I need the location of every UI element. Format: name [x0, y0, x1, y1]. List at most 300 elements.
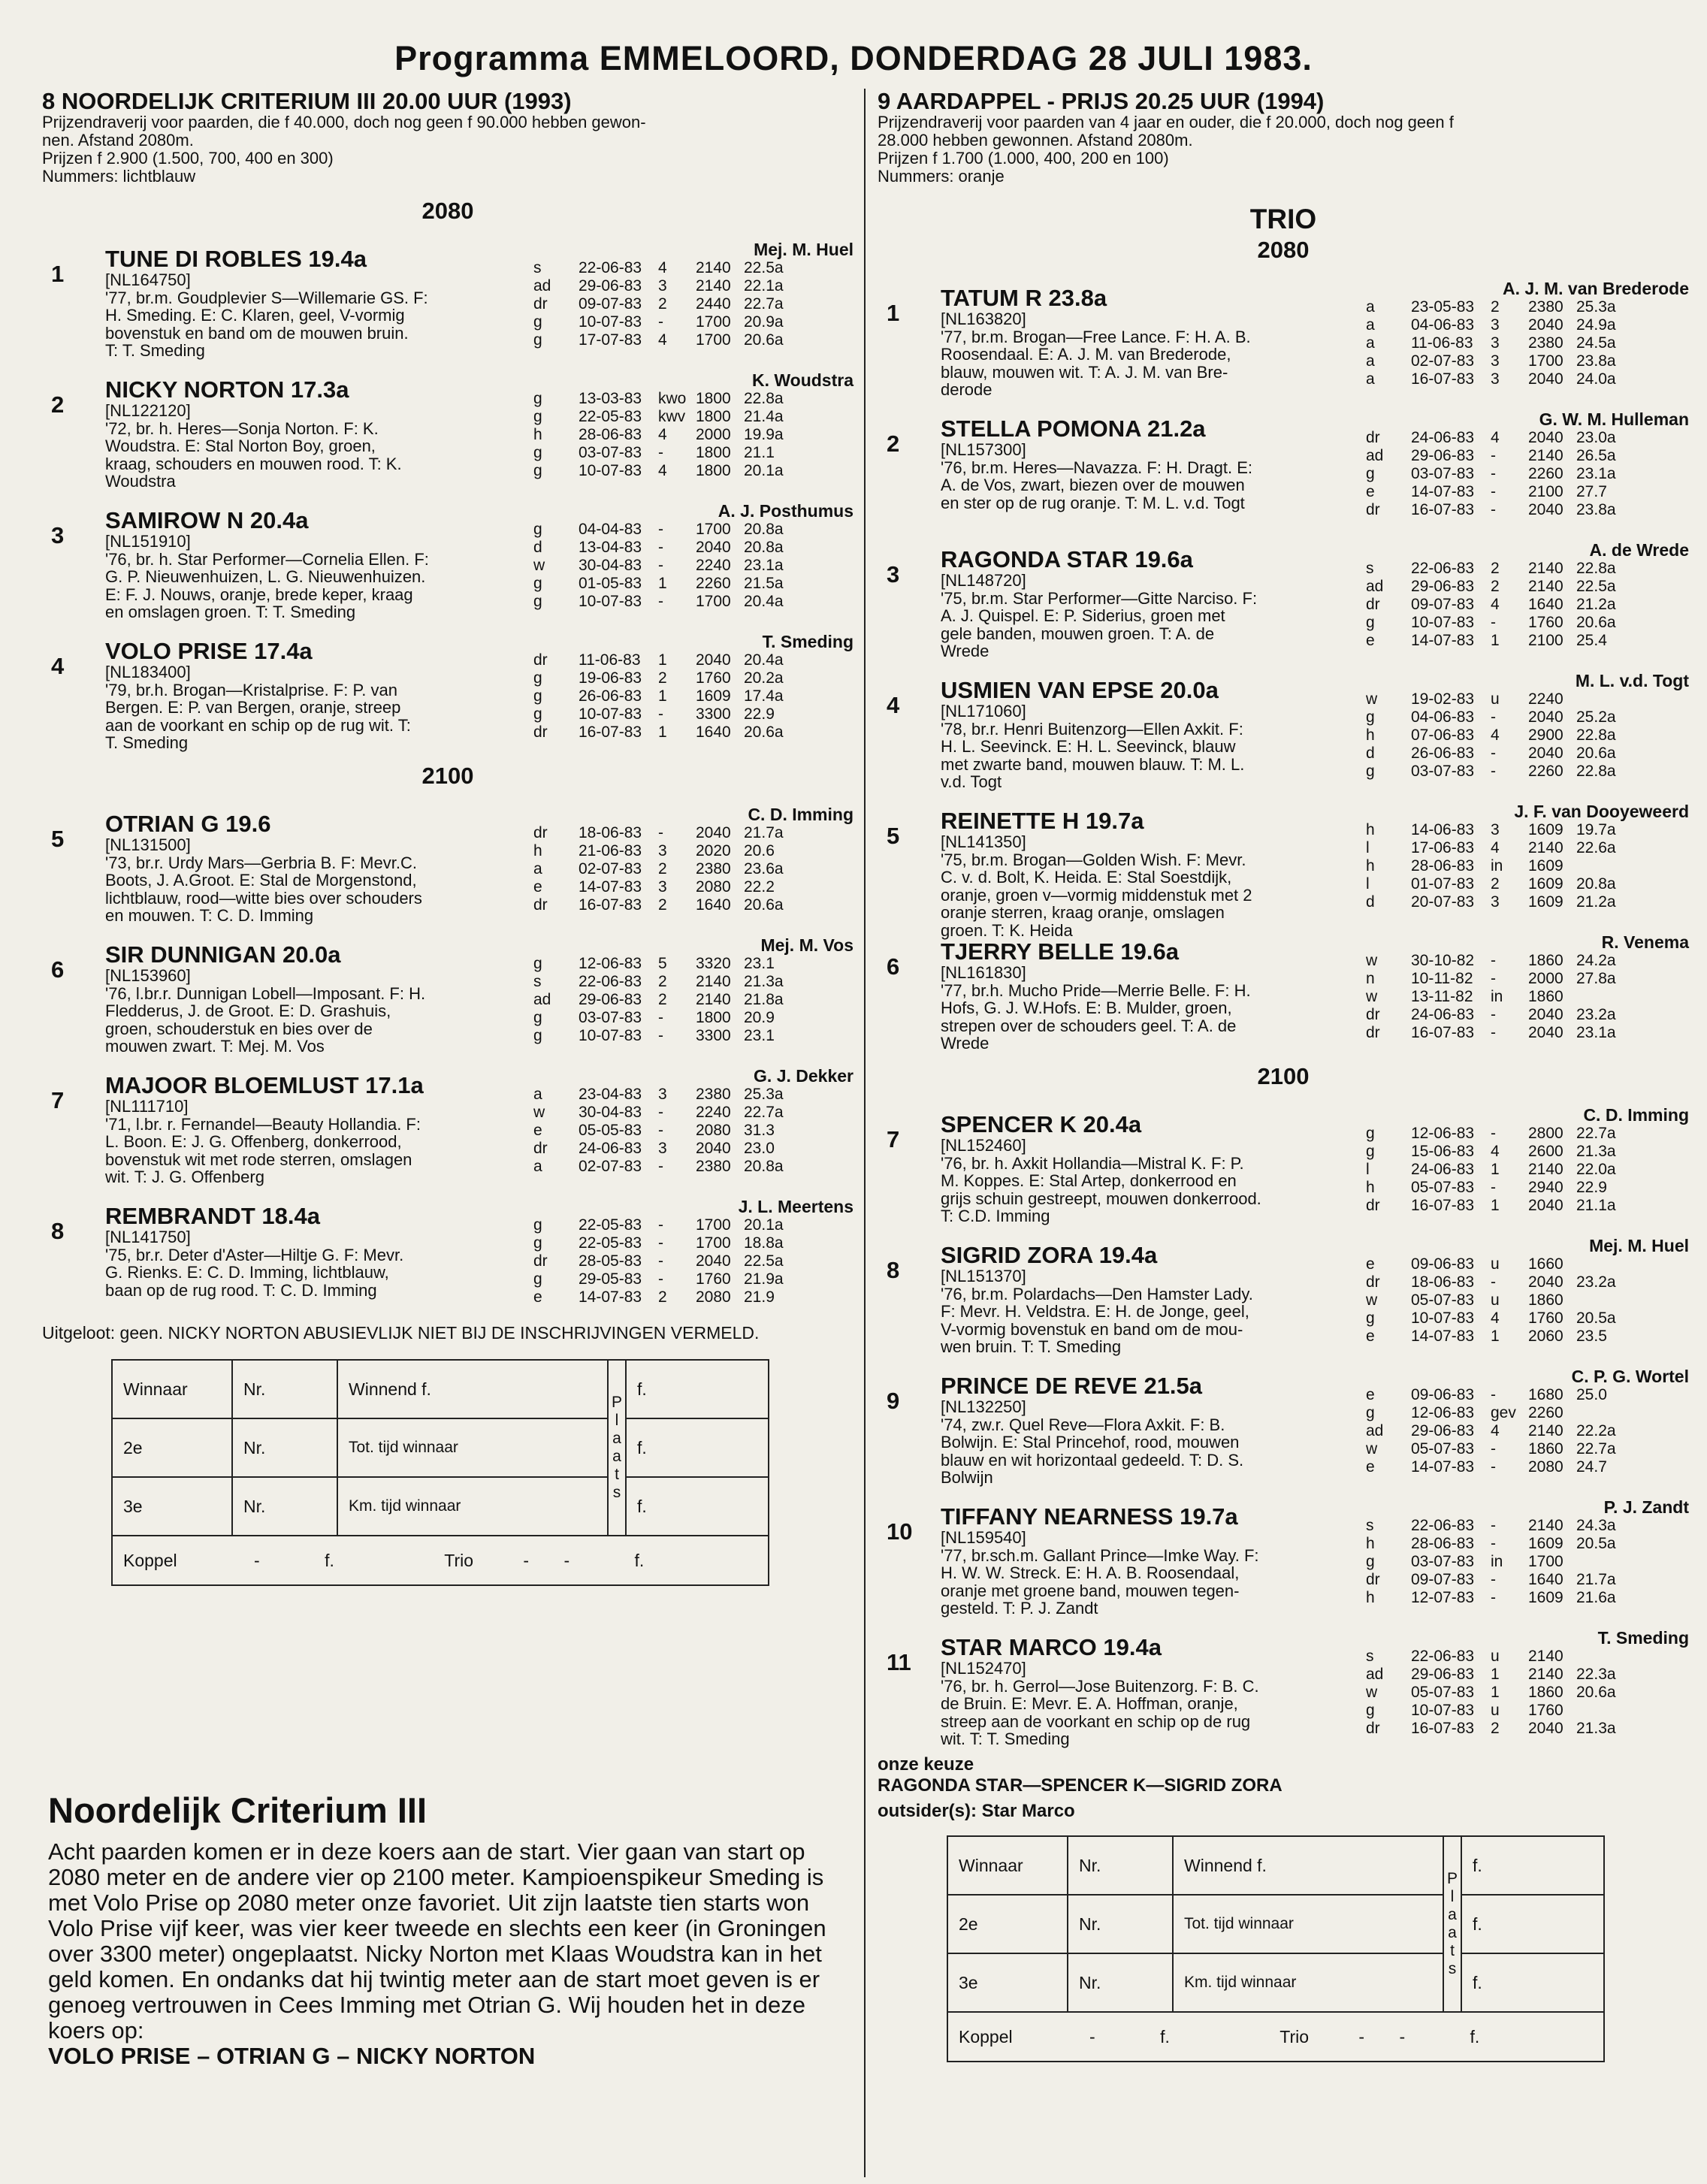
starts-table [1366, 821, 1636, 911]
start-cell: 21.2a [1576, 596, 1616, 613]
start-row [1366, 1458, 1636, 1476]
horse-desc-line: [NL159540] [941, 1528, 1026, 1547]
start-cell: dr [533, 295, 548, 313]
start-cell: 2600 [1528, 1143, 1563, 1160]
horse-name: TIFFANY NEARNESS 19.7a [941, 1503, 1238, 1530]
start-cell: - [1491, 447, 1496, 464]
starts-table [533, 824, 804, 914]
start-cell: 1 [1491, 1328, 1500, 1345]
start-cell: 22.8a [1576, 726, 1616, 744]
horse-description [105, 663, 556, 752]
horse-desc-line: baan op de rug rood. T: C. D. Imming [105, 1280, 377, 1300]
horse-description [105, 967, 556, 1056]
start-cell: dr [533, 723, 548, 741]
start-cell: 16-07-83 [1411, 1720, 1475, 1737]
horse-desc-line: [NL157300] [941, 440, 1026, 459]
start-cell: 2020 [696, 842, 731, 859]
horse-name: MAJOOR BLOEMLUST 17.1a [105, 1072, 424, 1098]
start-cell: 10-07-83 [579, 593, 642, 610]
start-cell: 2380 [1528, 334, 1563, 352]
starts-table [1366, 690, 1636, 781]
start-cell: e [533, 1122, 542, 1139]
start-cell [1576, 1702, 1636, 1720]
start-cell: 1 [658, 687, 667, 705]
start-row [533, 1140, 804, 1158]
start-cell: 1700 [696, 1234, 731, 1252]
start-cell: 24-06-83 [1411, 1006, 1475, 1023]
start-cell: 1609 [1528, 875, 1563, 893]
horse-number: 7 [51, 1087, 65, 1113]
horse-entry [42, 793, 854, 923]
horse-desc-line: [NL163820] [941, 310, 1026, 328]
start-cell: in [1491, 857, 1503, 875]
start-row [1366, 429, 1636, 447]
start-cell: 3 [1491, 316, 1500, 334]
start-cell: u [1491, 690, 1500, 708]
start-cell: a [1366, 316, 1375, 334]
trio-label: Trio [444, 1550, 474, 1570]
start-cell: 23.0 [744, 1140, 775, 1157]
results-box [947, 1835, 1689, 2062]
tot-tijd-label: Tot. tijd winnaar [1173, 1895, 1443, 1953]
horse-entry [42, 358, 854, 489]
start-cell: 11-06-83 [1411, 334, 1473, 352]
start-cell: 4 [658, 259, 667, 276]
start-cell: 04-06-83 [1411, 316, 1475, 334]
horse-name: SAMIROW N 20.4a [105, 507, 309, 533]
start-cell: 14-06-83 [1411, 821, 1475, 838]
start-cell: gev [1491, 1404, 1516, 1421]
horse-trainer: K. Woudstra [751, 370, 854, 390]
start-cell: 17.4a [744, 687, 784, 705]
start-cell: 2100 [1528, 632, 1563, 649]
horse-name: SIGRID ZORA 19.4a [941, 1242, 1158, 1268]
start-cell: 09-06-83 [1411, 1255, 1475, 1273]
race-description [42, 113, 854, 186]
start-row [1366, 1684, 1636, 1702]
starts-table [1366, 1125, 1636, 1215]
start-cell: 28-05-83 [579, 1252, 642, 1270]
start-cell: 05-05-83 [579, 1122, 642, 1139]
start-cell: 17-07-83 [579, 331, 642, 349]
start-cell: 2060 [1528, 1328, 1563, 1345]
horse-entry [42, 1185, 854, 1316]
start-cell [1576, 1553, 1636, 1571]
horse-desc-line: [NL122120] [105, 401, 191, 420]
start-row [533, 824, 804, 842]
start-cell: u [1491, 1255, 1500, 1273]
start-cell: l [1366, 839, 1370, 856]
start-cell: 01-07-83 [1411, 875, 1475, 893]
horse-entry [42, 228, 854, 358]
start-row [533, 313, 804, 331]
starts-table [1366, 560, 1636, 650]
start-cell: - [1491, 1125, 1496, 1142]
horse-desc-line: kraag, schouders en mouwen rood. T: K. [105, 454, 402, 473]
start-cell: e [533, 878, 542, 896]
start-cell: 03-07-83 [1411, 1553, 1475, 1570]
start-cell: 1860 [1528, 1684, 1563, 1701]
results-table [947, 1835, 1605, 2062]
horse-entry [878, 397, 1689, 528]
start-cell: d [1366, 893, 1375, 911]
start-cell: 3 [658, 1086, 667, 1103]
horse-desc-line: '77, br.h. Mucho Pride—Merrie Belle. F: H. [941, 980, 1251, 1000]
results-box [111, 1359, 854, 1586]
koppel-label: Koppel [959, 2026, 1013, 2047]
start-cell: g [533, 331, 542, 349]
start-cell: 14-07-83 [1411, 1328, 1475, 1345]
start-cell: 24.0a [1576, 370, 1616, 388]
start-cell: u [1491, 1648, 1500, 1665]
start-cell: 05-07-83 [1411, 1440, 1475, 1458]
start-cell: ad [533, 277, 551, 295]
start-cell: 2080 [696, 1288, 731, 1306]
horse-description [105, 1098, 556, 1186]
start-cell: 12-06-83 [1411, 1404, 1475, 1421]
start-row [1366, 1589, 1636, 1607]
start-cell: 21.4a [744, 408, 784, 425]
start-cell: 14-07-83 [1411, 483, 1475, 500]
start-cell: e [533, 1288, 542, 1306]
start-row [533, 687, 804, 705]
start-cell: 20.6a [1576, 745, 1616, 762]
horse-description [105, 533, 556, 621]
start-cell: g [1366, 1702, 1375, 1719]
horse-desc-line: [NL164750] [105, 270, 191, 289]
horse-trainer: R. Venema [1601, 932, 1689, 952]
start-cell: 22-06-83 [579, 259, 642, 276]
start-row [1366, 1517, 1636, 1535]
dash: - [254, 1550, 260, 1570]
horse-desc-line: de Bruin. E: Mevr. E. A. Hoffman, oranje, [941, 1694, 1238, 1713]
starts-table [533, 390, 804, 480]
start-cell: 2140 [696, 973, 731, 990]
start-cell: 22.9 [744, 705, 775, 723]
start-cell: 2140 [1528, 1161, 1563, 1178]
start-cell: 2000 [696, 426, 731, 443]
horse-desc-line: Woudstra. E: Stal Norton Boy, groen, [105, 436, 376, 455]
horse-desc-line: Bolwijn. E: Stal Princehof, rood, mouwen [941, 1433, 1240, 1451]
start-cell: 23.6a [744, 860, 784, 878]
start-row [1366, 1255, 1636, 1273]
horse-name: TJERRY BELLE 19.6a [941, 938, 1180, 965]
start-row [533, 860, 804, 878]
start-cell: 23-04-83 [579, 1086, 642, 1103]
start-cell: 2080 [696, 1122, 731, 1139]
start-cell: 16-07-83 [1411, 1024, 1475, 1041]
start-cell: g [533, 593, 542, 610]
start-row [1366, 465, 1636, 483]
start-cell: 20.1a [744, 462, 784, 479]
horse-description [105, 836, 556, 925]
start-row [533, 408, 804, 426]
keuze: RAGONDA STAR—SPENCER K—SIGRID ZORA [878, 1775, 1283, 1796]
start-cell: 2 [658, 991, 667, 1008]
horse-desc-line: [NL141350] [941, 832, 1026, 851]
second-label: 2e [112, 1418, 232, 1477]
start-cell: 25.3a [1576, 298, 1616, 316]
start-cell: a [533, 860, 542, 878]
start-cell: h [1366, 726, 1375, 744]
start-cell: g [533, 1270, 542, 1288]
start-cell: 1 [1491, 1684, 1500, 1701]
horse-desc-line: E: F. J. Nouws, oranje, brede keper, kraag [105, 585, 413, 604]
starts-table [533, 1216, 804, 1306]
horse-desc-line: Bolwijn [941, 1468, 993, 1487]
start-cell: 22-05-83 [579, 1234, 642, 1252]
start-cell: 1760 [1528, 614, 1563, 631]
start-cell: - [658, 521, 663, 538]
start-row [1366, 952, 1636, 970]
horse-desc-line: G. Rienks. E: C. D. Imming, lichtblauw, [105, 1263, 389, 1282]
start-cell: 2140 [1528, 1517, 1563, 1534]
start-cell [1576, 988, 1636, 1006]
starts-table [1366, 1386, 1636, 1476]
start-row [1366, 1291, 1636, 1309]
start-cell: 2040 [696, 1252, 731, 1270]
horse-desc-line: [NL152460] [941, 1136, 1026, 1155]
start-cell: 26-06-83 [1411, 745, 1475, 762]
start-cell: 2380 [696, 860, 731, 878]
distance-heading: 2100 [1257, 1063, 1310, 1089]
start-row [1366, 988, 1636, 1006]
horse-name: USMIEN VAN EPSE 20.0a [941, 677, 1219, 703]
start-cell: g [533, 705, 542, 723]
start-cell: 03-07-83 [579, 444, 642, 461]
start-cell: a [1366, 334, 1375, 352]
start-cell: 02-07-83 [1411, 352, 1475, 370]
horse-desc-line: A. de Vos, zwart, biezen over de mouwen [941, 476, 1245, 494]
horse-desc-line: [NL141750] [105, 1228, 191, 1246]
start-cell: - [658, 1234, 663, 1252]
start-cell: dr [533, 1140, 548, 1157]
start-row [1366, 316, 1636, 334]
horse-number: 9 [887, 1388, 900, 1414]
start-cell: 2 [658, 295, 667, 313]
horse-trainer: T. Smeding [1597, 1628, 1689, 1648]
start-cell: 18-06-83 [579, 824, 642, 841]
start-cell: 2 [1491, 875, 1500, 893]
results-table [111, 1359, 769, 1586]
race-desc-line: nen. Afstand 2080m. [42, 131, 194, 150]
start-cell: 25.3a [744, 1086, 784, 1103]
start-cell: 14-07-83 [579, 878, 642, 896]
horse-desc-line: H. Smeding. E: C. Klaren, geel, V-vormig [105, 306, 405, 325]
start-cell: 25.2a [1576, 708, 1616, 726]
start-cell: g [533, 669, 542, 687]
starts-table [1366, 952, 1636, 1042]
start-cell: 1800 [696, 408, 731, 425]
start-cell: 19.9a [744, 426, 784, 443]
start-cell: 2260 [696, 575, 731, 592]
start-cell: 2040 [1528, 1720, 1563, 1737]
start-row [1366, 501, 1636, 519]
start-row [533, 1086, 804, 1104]
start-cell: 10-07-83 [1411, 614, 1475, 631]
nr-label: Nr. [1068, 1953, 1173, 2012]
start-cell: 20.5a [1576, 1535, 1616, 1552]
start-row [533, 277, 804, 295]
third-label: 3e [947, 1953, 1068, 2012]
dash: - [1399, 2026, 1406, 2047]
start-cell: 23.1 [744, 1027, 775, 1044]
start-row [1366, 1309, 1636, 1328]
start-cell: l [1366, 1161, 1370, 1178]
start-cell: g [1366, 1309, 1375, 1327]
start-cell: 21.2a [1576, 893, 1616, 911]
start-row [1366, 1702, 1636, 1720]
starts-table [533, 955, 804, 1045]
horse-trainer: C. P. G. Wortel [1571, 1367, 1689, 1386]
start-cell: e [1366, 1328, 1375, 1345]
start-row [533, 462, 804, 480]
start-cell: - [658, 444, 663, 461]
starts-table [1366, 298, 1636, 388]
tot-tijd-label: Tot. tijd winnaar [337, 1418, 608, 1477]
start-cell: 2000 [1528, 970, 1563, 987]
start-cell: 18.8a [744, 1234, 784, 1252]
start-cell: 2240 [696, 557, 731, 574]
race-desc-line: Prijzendraverij voor paarden, die f 40.000, doch nog geen f 90.000 hebben gewon- [42, 113, 646, 131]
keuze-label: onze keuze [878, 1754, 974, 1775]
horse-desc-line: Hofs, G. J. W.Hofs. E: B. Mulder, groen, [941, 998, 1232, 1017]
start-cell: 2040 [1528, 316, 1563, 334]
start-cell: 13-03-83 [579, 390, 642, 407]
start-cell: dr [1366, 501, 1380, 518]
start-cell: g [533, 687, 542, 705]
start-cell: w [1366, 952, 1378, 969]
start-cell: 2 [658, 973, 667, 990]
horse-description [105, 271, 556, 360]
start-cell: 1 [1491, 632, 1500, 649]
horse-trainer: G. J. Dekker [754, 1066, 854, 1086]
start-row [1366, 1535, 1636, 1553]
start-row [1366, 875, 1636, 893]
horse-desc-line: streep aan de voorkant en schip op de rug [941, 1711, 1251, 1731]
horse-desc-line: '71, l.br. r. Fernandel—Beauty Hollandia. F: [105, 1114, 421, 1134]
start-cell: - [658, 557, 663, 574]
start-cell: 4 [1491, 429, 1500, 446]
start-cell: 1760 [696, 669, 731, 687]
horse-entry [42, 1054, 854, 1185]
horse-desc-line: bovenstuk wit met rode sterren, omslagen [105, 1149, 412, 1169]
start-cell: 02-07-83 [579, 1158, 642, 1175]
start-cell: 19-06-83 [579, 669, 642, 687]
start-cell: 05-07-83 [1411, 1291, 1475, 1309]
start-cell: 4 [1491, 839, 1500, 856]
koppel-trio-row [947, 2012, 1604, 2062]
start-cell: 13-04-83 [579, 539, 642, 556]
start-cell: dr [1366, 1006, 1380, 1023]
start-row [1366, 745, 1636, 763]
start-cell: g [533, 1027, 542, 1044]
start-cell: g [1366, 465, 1375, 482]
start-row [533, 426, 804, 444]
start-cell: 1609 [1528, 1535, 1563, 1552]
start-cell: 2 [1491, 560, 1500, 577]
horse-desc-line: [NL153960] [105, 966, 191, 985]
horse-desc-line: F: Mevr. H. Veldstra. E: H. de Jonge, geel, [941, 1302, 1249, 1321]
start-cell: 4 [1491, 1143, 1500, 1160]
start-cell: 23-05-83 [1411, 298, 1475, 316]
start-cell: 2 [1491, 578, 1500, 595]
start-row [533, 1270, 804, 1288]
start-cell: - [1491, 614, 1496, 631]
start-cell: 2080 [696, 878, 731, 896]
horse-list [878, 1093, 1689, 1747]
start-row [533, 973, 804, 991]
start-row [1366, 632, 1636, 650]
winnend-label: Winnend f. [337, 1360, 608, 1418]
start-cell: 2080 [1528, 1458, 1563, 1476]
start-cell: 1609 [1528, 1589, 1563, 1606]
horse-name: SPENCER K 20.4a [941, 1111, 1142, 1137]
start-cell: n [1366, 970, 1375, 987]
horse-desc-line: '76, l.br.r. Dunnigan Lobell—Imposant. F: H. [105, 983, 426, 1003]
start-row [533, 651, 804, 669]
start-cell: 2940 [1528, 1179, 1563, 1196]
start-cell: 3 [658, 1140, 667, 1157]
start-cell: - [658, 313, 663, 331]
plaats-f: f. [1461, 1953, 1604, 2012]
start-cell: 02-07-83 [579, 860, 642, 878]
start-cell: 2240 [696, 1104, 731, 1121]
start-cell: 2040 [1528, 1273, 1563, 1291]
horse-trainer: C. D. Imming [748, 805, 854, 824]
start-cell: e [1366, 632, 1375, 649]
start-cell: 3 [1491, 893, 1500, 911]
horse-desc-line: oranje, groen v—vormig middenstuk met 2 [941, 885, 1252, 905]
nr-label: Nr. [1068, 1895, 1173, 1953]
start-row [1366, 1720, 1636, 1738]
start-cell: 09-07-83 [579, 295, 642, 313]
horse-entry [878, 1224, 1689, 1355]
start-cell: 21.1 [744, 444, 775, 461]
start-cell: 2 [658, 860, 667, 878]
start-row [533, 842, 804, 860]
start-row [1366, 1179, 1636, 1197]
start-cell: d [1366, 745, 1375, 762]
start-cell: 16-07-83 [1411, 501, 1475, 518]
horse-desc-line: oranje sterren, kraag oranje, omslagen [941, 903, 1225, 922]
start-cell: 22.8a [744, 390, 784, 407]
start-cell: w [1366, 1684, 1378, 1701]
horse-name: PRINCE DE REVE 21.5a [941, 1373, 1203, 1399]
koppel-f: f. [1160, 2026, 1170, 2047]
start-row [1366, 1143, 1636, 1161]
horse-desc-line: oranje met groene band, mouwen tegen- [941, 1581, 1240, 1600]
start-cell: 09-07-83 [1411, 1571, 1475, 1588]
start-cell: s [533, 259, 542, 276]
start-cell: g [1366, 1404, 1375, 1421]
distance-heading: 2080 [1257, 237, 1310, 263]
start-cell: 2140 [1528, 447, 1563, 464]
start-cell: 2040 [696, 651, 731, 669]
start-cell: - [658, 1252, 663, 1270]
race-desc-line: 28.000 hebben gewonnen. Afstand 2080m. [878, 131, 1193, 150]
start-cell: 29-06-83 [1411, 578, 1475, 595]
start-cell: a [533, 1158, 542, 1175]
horse-number: 8 [887, 1257, 900, 1283]
start-cell: 22.0a [1576, 1161, 1616, 1178]
plaats-f: f. [1461, 1836, 1604, 1895]
start-cell: 21-06-83 [579, 842, 642, 859]
start-cell: 1 [1491, 1197, 1500, 1214]
horse-trainer: A. J. Posthumus [718, 501, 854, 521]
start-cell: 12-07-83 [1411, 1589, 1475, 1606]
horse-desc-line: '78, br.r. Henri Buitenzorg—Ellen Axkit. F: [941, 719, 1243, 739]
